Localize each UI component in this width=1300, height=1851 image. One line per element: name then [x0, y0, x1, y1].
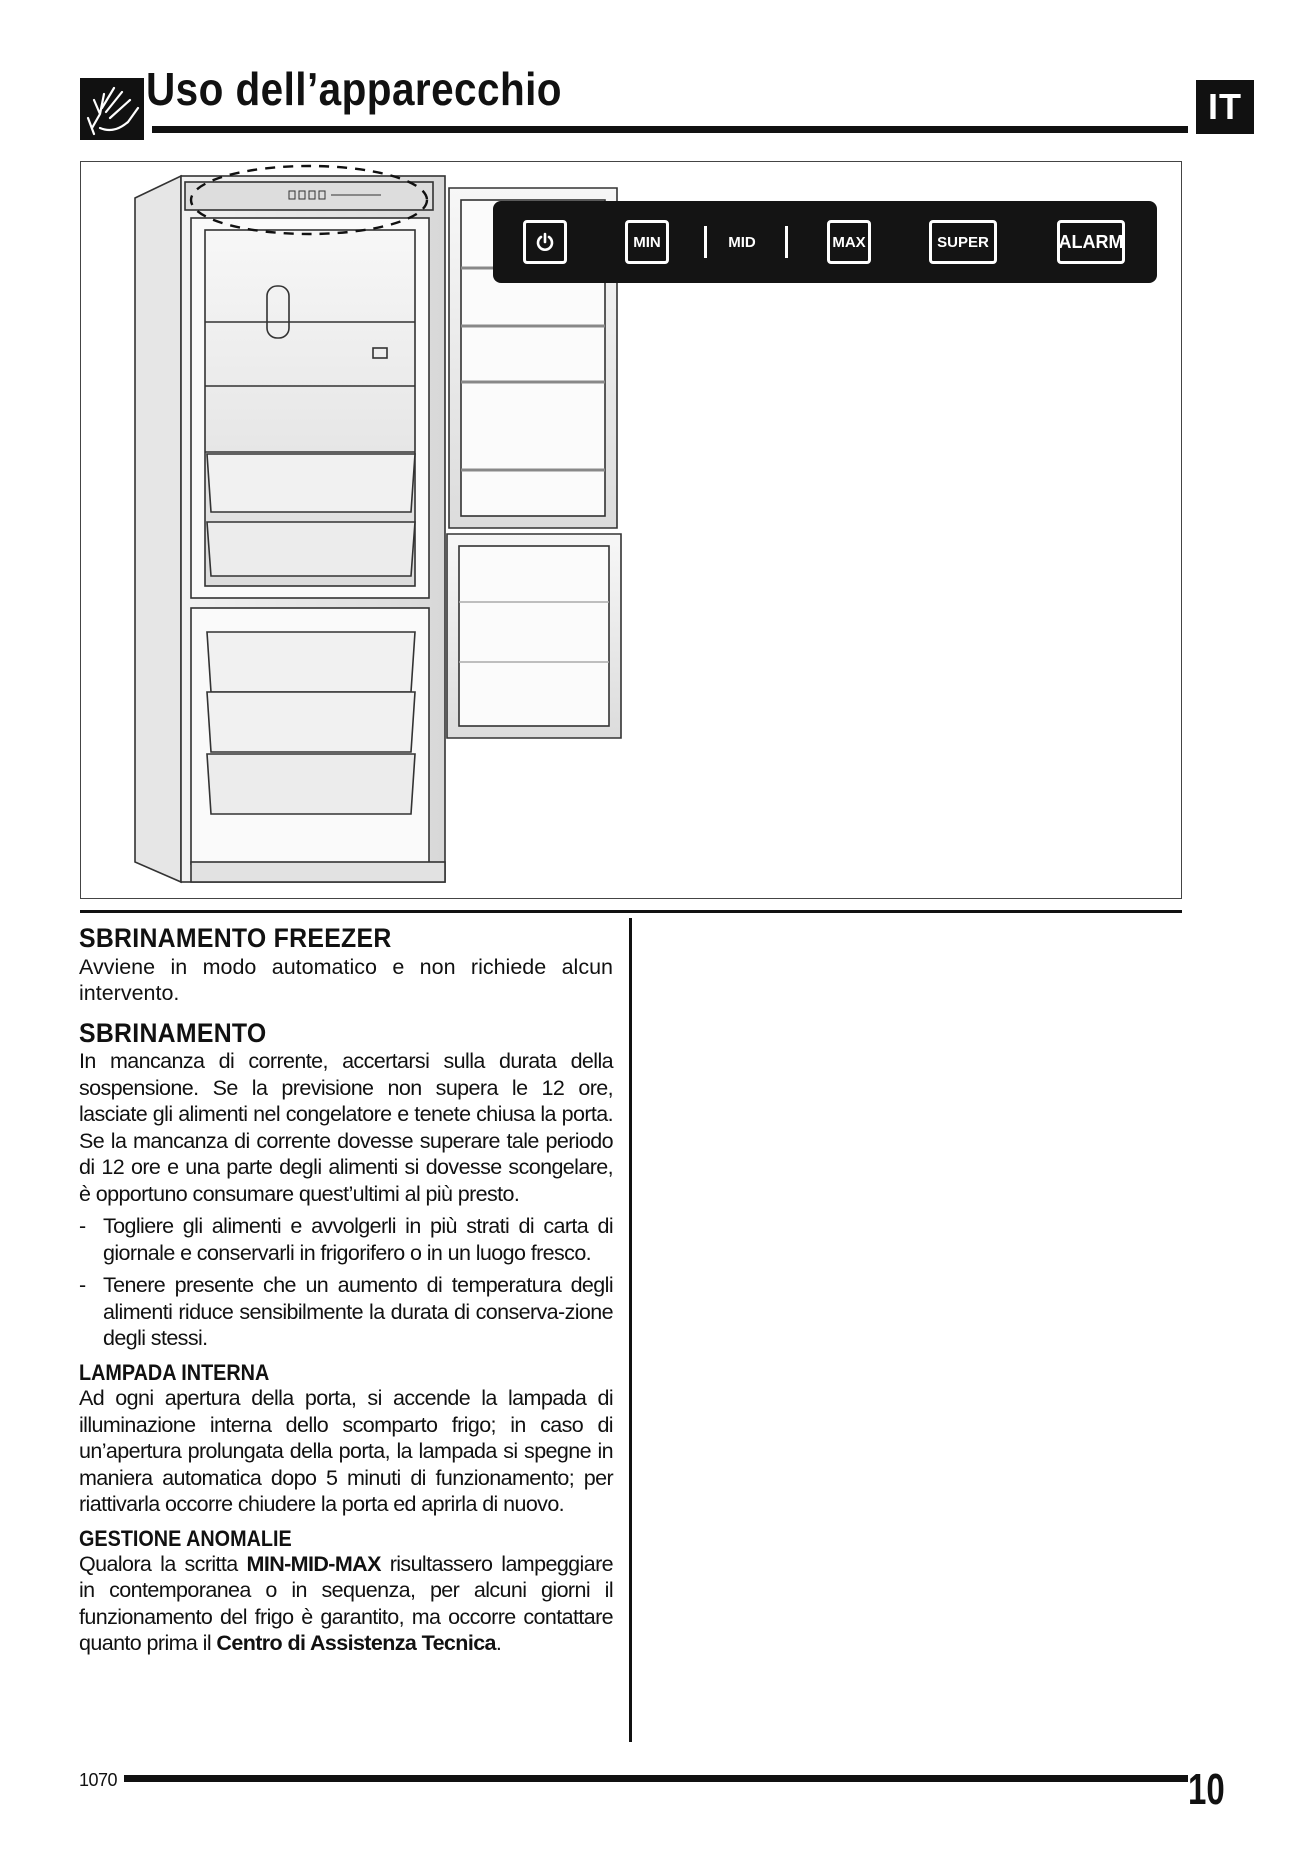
bullet-item: - Togliere gli alimenti e avvolgerli in più strati di carta di giornale e conservarli in frigorifero o in un luogo fresco. [79, 1214, 613, 1265]
text-column [79, 924, 613, 1657]
text-anomalies: Qualora la scritta MIN-MID-MAX risultassero lampeggiare in contemporanea o in sequenza, per alcuni giorni il funzionamento del frigo è garantito, ma occorre contattare quanto prima il Centro di Assistenza Tecnica. [79, 1551, 613, 1656]
min-button[interactable]: MIN [625, 220, 669, 264]
bullet-item: - Tenere presente che un aumento di temperatura degli alimenti riduce sensibilmente la durata di conserva-zione degli stessi. [79, 1273, 613, 1351]
text-freezer-defrost: Avviene in modo automatico e non richiede alcun intervento. [79, 954, 613, 1006]
separator [704, 226, 707, 258]
heading-internal-lamp: LAMPADA INTERNA [79, 1359, 270, 1385]
page-title: Uso dell’apparecchio [146, 63, 562, 115]
separator [785, 226, 788, 258]
heading-defrost: SBRINAMENTO [79, 1017, 267, 1048]
text-internal-lamp: Ad ogni apertura della porta, si accende la lampada di illuminazione interna dello scomparto frigo; in caso di un’apertura prolungata della porta, la lampada si spegne in maniera automatica dopo 5 minuti di funzionamento; per riattivarla occorre chiudere la porta ed aprirla di nuovo. [79, 1386, 613, 1517]
title-rule [152, 126, 1188, 133]
text-defrost: In mancanza di corrente, accertarsi sulla durata della sospensione. Se la previsione non supera le 12 ore, lasciate gli alimenti nel congelatore e tenete chiusa la porta. Se la mancanza di corrente dovesse superare tale periodo di 12 ore e una parte degli alimenti si dovesse scongelare, è opportuno consumare quest’ultimi al più presto. [79, 1049, 613, 1206]
page-number: 10 [1188, 1765, 1225, 1814]
mid-button[interactable]: MID [728, 233, 756, 251]
power-icon [534, 231, 556, 253]
column-divider [629, 918, 632, 1742]
language-badge: IT [1196, 80, 1254, 134]
max-button[interactable]: MAX [827, 220, 871, 264]
hand-icon [80, 78, 144, 140]
heading-anomalies: GESTIONE ANOMALIE [79, 1525, 292, 1551]
document-code: 1070 [79, 1770, 118, 1790]
alarm-button[interactable]: ALARM [1057, 220, 1125, 264]
control-panel [493, 201, 1157, 283]
power-button[interactable] [523, 220, 567, 264]
section-rule [80, 910, 1182, 913]
heading-freezer-defrost: SBRINAMENTO FREEZER [79, 923, 392, 953]
super-button[interactable]: SUPER [929, 220, 997, 264]
footer-rule [124, 1775, 1188, 1782]
